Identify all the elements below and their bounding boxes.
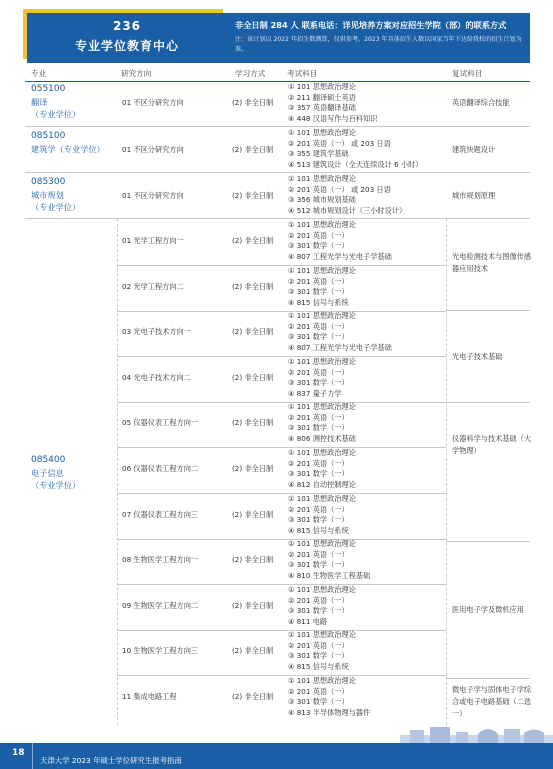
row-divider — [117, 630, 446, 631]
direction-cell: 07 仪器仪表工程方向三 — [122, 510, 199, 519]
subject-line: ④ 815 信号与系统 — [288, 661, 349, 671]
retest-cell: 光电子技术基础 — [452, 352, 503, 361]
retest-divider — [446, 310, 530, 311]
subject-line: ④ 810 生物医学工程基础 — [288, 570, 371, 580]
subject-line: ① 101 思想政治理论 — [288, 585, 356, 594]
mode-cell: (2) 非全日制 — [232, 98, 274, 107]
direction-cell: 02 光学工程方向二 — [122, 282, 184, 291]
direction-cell: 04 光电子技术方向二 — [122, 373, 191, 382]
column-divider — [446, 219, 447, 725]
subjects-cell — [288, 311, 392, 353]
subject-line: ③ 301 数学（一） — [288, 332, 349, 342]
retest-divider — [446, 402, 530, 403]
row-divider — [117, 265, 446, 266]
subjects-cell: ① 101 思想政治理论 ② 201 英语（一） 或 203 日语 ③ 356 城市规划基础 ④ 512 城市规划设计（三小时设计） — [288, 174, 407, 215]
contact-line: 非全日制 284 人 联系电话：详见培养方案对应招生学院（部）的联系方式 — [235, 20, 507, 30]
subject-line: ③ 301 数学（一） — [288, 606, 349, 616]
row-divider — [117, 539, 446, 540]
campus-skyline-illustration — [400, 724, 553, 743]
mode-cell: (2) 非全日制 — [232, 418, 274, 427]
subject-line: ④ 812 自动控制理论 — [288, 479, 356, 489]
page-number: 18 — [12, 748, 25, 758]
subject-line: ④ 806 测控技术基础 — [288, 433, 356, 443]
subjects-cell — [288, 539, 370, 581]
major-055100: 055100 翻译 （专业学位） — [31, 84, 81, 119]
col-major: 专业 — [31, 69, 47, 78]
column-divider — [117, 219, 118, 725]
subject-line: ② 201 英语（一） — [288, 321, 349, 331]
subject-line: ① 101 思想政治理论 — [288, 494, 356, 503]
subjects-cell — [288, 220, 392, 262]
subject-line: ① 101 思想政治理论 — [288, 630, 356, 639]
subject-line: ② 201 英语（一） — [288, 640, 349, 650]
direction-cell: 05 仪器仪表工程方向一 — [122, 418, 199, 427]
subject-line: ② 201 英语（一） — [288, 549, 349, 559]
retest-cell: 微电子学与固体电子学综合或电子电路基础（二选一） — [452, 685, 532, 718]
retest-cell: 建筑快题设计 — [452, 145, 496, 154]
school-name: 专业学位教育中心 — [74, 39, 179, 53]
subjects-cell — [288, 448, 356, 490]
subject-line: ③ 301 数学（一） — [288, 469, 349, 479]
mode-cell: (2) 非全日制 — [232, 692, 274, 701]
subjects-cell: ① 101 思想政治理论 ② 211 翻译硕士英语 ③ 357 英语翻译基础 ④ 448 汉语写作与百科知识 — [288, 82, 378, 123]
mode-cell: (2) 非全日制 — [232, 464, 274, 473]
subject-line: ③ 301 数学（一） — [288, 651, 349, 661]
subjects-cell — [288, 266, 356, 308]
mode-cell: (2) 非全日制 — [232, 646, 274, 655]
row-divider — [117, 447, 446, 448]
mode-cell: (2) 非全日制 — [232, 373, 274, 382]
major-085400: 085400 电子信息 （专业学位） — [31, 455, 81, 490]
direction-cell: 11 集成电路工程 — [122, 692, 177, 701]
school-code: 236 — [112, 19, 142, 33]
row-divider — [117, 493, 446, 494]
subject-line: ① 101 思想政治理论 — [288, 357, 356, 366]
subject-line: ③ 301 数学（一） — [288, 560, 349, 570]
subject-line: ① 101 思想政治理论 — [288, 539, 356, 548]
mode-cell: (2) 非全日制 — [232, 145, 274, 154]
subject-line: ④ 811 电路 — [288, 616, 328, 626]
subject-line: ④ 815 信号与系统 — [288, 525, 349, 535]
header-info — [227, 13, 530, 63]
subject-line: ③ 301 数学（一） — [288, 378, 349, 388]
col-mode: 学习方式 — [235, 69, 266, 78]
row-divider — [117, 584, 446, 585]
subject-line: ④ 813 半导体物理与器件 — [288, 707, 371, 717]
mode-cell: (2) 非全日制 — [232, 555, 274, 564]
column-header — [25, 66, 530, 82]
mode-cell: (2) 非全日制 — [232, 601, 274, 610]
subjects-cell — [288, 357, 356, 399]
mode-cell: (2) 非全日制 — [232, 510, 274, 519]
footer-title: 天津大学 2023 年硕士学位研究生报考指南 — [40, 756, 182, 765]
direction-cell: 08 生物医学工程方向一 — [122, 555, 199, 564]
header-school — [27, 13, 227, 63]
major-085100: 085100 建筑学（专业学位） — [31, 131, 105, 154]
subject-line: ③ 301 数学（一） — [288, 515, 349, 525]
retest-cell: 英语翻译综合技能 — [452, 98, 510, 107]
subject-line: ② 201 英语（一） — [288, 367, 349, 377]
retest-divider — [446, 678, 530, 679]
mode-cell: (2) 非全日制 — [232, 327, 274, 336]
retest-cell: 城市规划原理 — [452, 191, 496, 200]
col-retest: 复试科目 — [452, 69, 483, 78]
subjects-cell: ① 101 思想政治理论 ② 201 英语（一） 或 203 日语 ③ 355 建筑学基础 ④ 513 建筑设计（全天连续设计 6 小时） — [288, 128, 423, 169]
subjects-cell — [288, 630, 356, 672]
subject-line: ① 101 思想政治理论 — [288, 676, 356, 685]
direction-cell: 10 生物医学工程方向三 — [122, 646, 199, 655]
row-divider — [117, 675, 446, 676]
subject-line: ④ 815 信号与系统 — [288, 297, 349, 307]
subjects-cell — [288, 402, 356, 444]
row-divider — [117, 311, 446, 312]
col-subjects: 考试科目 — [287, 69, 318, 78]
subjects-cell — [288, 494, 356, 536]
row-divider — [25, 218, 530, 219]
subjects-cell — [288, 676, 370, 718]
subject-line: ③ 301 数学（一） — [288, 287, 349, 297]
subject-line: ① 101 思想政治理论 — [288, 266, 356, 275]
retest-cell: 医用电子学及微机应用 — [452, 605, 524, 614]
subject-line: ④ 807 工程光学与光电子学基础 — [288, 251, 392, 261]
subject-line: ④ 807 工程光学与光电子学基础 — [288, 342, 392, 352]
row-divider — [117, 356, 446, 357]
major-085300: 085300 城市规划 （专业学位） — [31, 177, 81, 212]
direction-cell: 01 不区分研究方向 — [122, 98, 184, 107]
subject-line: ② 201 英语（一） — [288, 230, 349, 240]
row-divider — [25, 172, 530, 173]
subject-line: ① 101 思想政治理论 — [288, 311, 356, 320]
col-direction: 研究方向 — [121, 69, 152, 78]
mode-cell: (2) 非全日制 — [232, 236, 274, 245]
subject-line: ② 201 英语（一） — [288, 458, 349, 468]
footer-separator — [32, 743, 33, 769]
mode-cell: (2) 非全日制 — [232, 191, 274, 200]
subject-line: ① 101 思想政治理论 — [288, 448, 356, 457]
subject-line: ③ 301 数学（一） — [288, 241, 349, 251]
direction-cell: 01 不区分研究方向 — [122, 145, 184, 154]
subject-line: ① 101 思想政治理论 — [288, 402, 356, 411]
subject-line: ④ 837 量子力学 — [288, 388, 342, 398]
subjects-cell — [288, 585, 356, 627]
subject-line: ② 201 英语（一） — [288, 595, 349, 605]
row-divider — [25, 126, 530, 127]
direction-cell: 01 光学工程方向一 — [122, 236, 184, 245]
retest-cell: 光电检测技术与图像传感器应用技术 — [452, 252, 532, 273]
subject-line: ② 201 英语（一） — [288, 276, 349, 286]
direction-cell: 03 光电子技术方向一 — [122, 327, 191, 336]
retest-divider — [446, 541, 530, 542]
direction-cell: 09 生物医学工程方向二 — [122, 601, 199, 610]
subject-line: ③ 301 数学（一） — [288, 697, 349, 707]
subject-line: ② 201 英语（一） — [288, 504, 349, 514]
note-line: 注：该计划以 2022 年招生数测算，仅供参考。2023 年具体招生人数以国家当年下达给我校的招生计划为准。 — [235, 36, 522, 53]
subject-line: ② 201 英语（一） — [288, 412, 349, 422]
page-footer — [0, 743, 553, 769]
retest-cell: 仪器科学与技术基础（大学物理） — [452, 434, 532, 455]
mode-cell: (2) 非全日制 — [232, 282, 274, 291]
subject-line: ① 101 思想政治理论 — [288, 220, 356, 229]
subject-line: ③ 301 数学（一） — [288, 423, 349, 433]
subject-line: ② 201 英语（一） — [288, 686, 349, 696]
direction-cell: 01 不区分研究方向 — [122, 191, 184, 200]
row-divider — [117, 402, 446, 403]
direction-cell: 06 仪器仪表工程方向二 — [122, 464, 199, 473]
